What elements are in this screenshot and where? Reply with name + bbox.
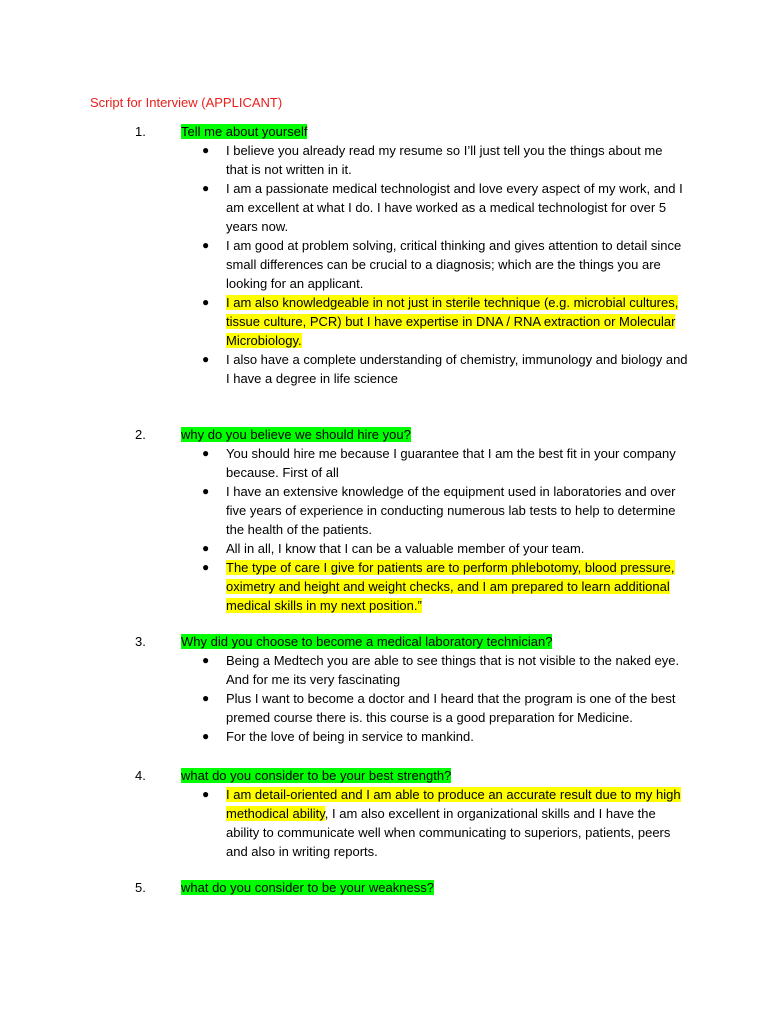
question-text: what do you consider to be your weakness?: [181, 880, 434, 895]
answer-line: I have a degree in life science: [226, 371, 398, 386]
bullet-icon: ●: [202, 653, 210, 667]
answer-line: All in all, I know that I can be a valuable member of your team.: [226, 541, 585, 556]
question-text: why do you believe we should hire you?: [181, 427, 411, 442]
answer-line: oximetry and height and weight checks, and I am prepared to learn additional: [226, 579, 670, 594]
question-number: 4.: [135, 768, 146, 783]
answer-line: For the love of being in service to mankind.: [226, 729, 474, 744]
question-text: Tell me about yourself: [181, 124, 308, 139]
answer-line: years now.: [226, 219, 289, 234]
answer-line: because. First of all: [226, 465, 339, 480]
answer-line: Plus I want to become a doctor and I heard that the program is one of the best: [226, 691, 676, 706]
question-number: 2.: [135, 427, 146, 442]
question-number: 1.: [135, 124, 146, 139]
answer-line: medical skills in my next position.”: [226, 598, 422, 613]
answer-line: five years of experience in conducting numerous lab tests to help to determine: [226, 503, 676, 518]
answer-line: You should hire me because I guarantee that I am the best fit in your company: [226, 446, 676, 461]
answer-line: that is not written in it.: [226, 162, 352, 177]
bullet-icon: ●: [202, 787, 210, 801]
document-title: Script for Interview (APPLICANT): [90, 95, 283, 110]
answer-line: [226, 785, 686, 804]
answer-line: tissue culture, PCR) but I have expertise in DNA / RNA extraction or Molecular: [226, 314, 676, 329]
answer-line: I am also knowledgeable in not just in sterile technique (e.g. microbial cultures,: [226, 295, 679, 310]
answer-line: looking for an applicant.: [226, 276, 364, 291]
answer-line: I am a passionate medical technologist and love every aspect of my work, and I: [226, 181, 683, 196]
bullet-icon: ●: [202, 729, 210, 743]
bullet-icon: ●: [202, 181, 210, 195]
highlighted-text: methodical ability: [226, 806, 325, 821]
question-number: 3.: [135, 634, 146, 649]
answer-line: I have an extensive knowledge of the equipment used in laboratories and over: [226, 484, 676, 499]
answer-line: I am good at problem solving, critical thinking and gives attention to detail since: [226, 238, 682, 253]
answer-line: The type of care I give for patients are to perform phlebotomy, blood pressure,: [226, 560, 675, 575]
bullet-icon: ●: [202, 352, 210, 366]
highlighted-text: I am detail-oriented and I am able to produce an accurate result due to my high: [226, 787, 681, 802]
answer-line: Being a Medtech you are able to see things that is not visible to the naked eye.: [226, 653, 680, 668]
bullet-icon: ●: [202, 143, 210, 157]
answer-line: premed course there is. this course is a good preparation for Medicine.: [226, 710, 633, 725]
bullet-icon: ●: [202, 541, 210, 555]
answer-line: methodical ability, I am also excellent in organizational skills and I have the: [226, 806, 656, 821]
answer-line: I believe you already read my resume so I’ll just tell you the things about me: [226, 143, 663, 158]
answer-line: ability to communicate well when communicating to superiors, patients, peers: [226, 825, 671, 840]
bullet-icon: ●: [202, 295, 210, 309]
answer-line: the health of the patients.: [226, 522, 372, 537]
answer-line: and also in writing reports.: [226, 844, 378, 859]
question-text: what do you consider to be your best strength?: [181, 768, 452, 783]
bullet-icon: ●: [202, 691, 210, 705]
bullet-icon: ●: [202, 446, 210, 460]
question-number: 5.: [135, 880, 146, 895]
bullet-icon: ●: [202, 238, 210, 252]
question-text: Why did you choose to become a medical laboratory technician?: [181, 634, 553, 649]
answer-line: And for me its very fascinating: [226, 672, 401, 687]
answer-line: am excellent at what I do. I have worked as a medical technologist for over 5: [226, 200, 667, 215]
answer-line: I also have a complete understanding of chemistry, immunology and biology and: [226, 352, 688, 367]
answer-line: Microbiology.: [226, 333, 302, 348]
answer-line: small differences can be crucial to a diagnosis; which are the things you are: [226, 257, 661, 272]
bullet-icon: ●: [202, 560, 210, 574]
bullet-icon: ●: [202, 484, 210, 498]
